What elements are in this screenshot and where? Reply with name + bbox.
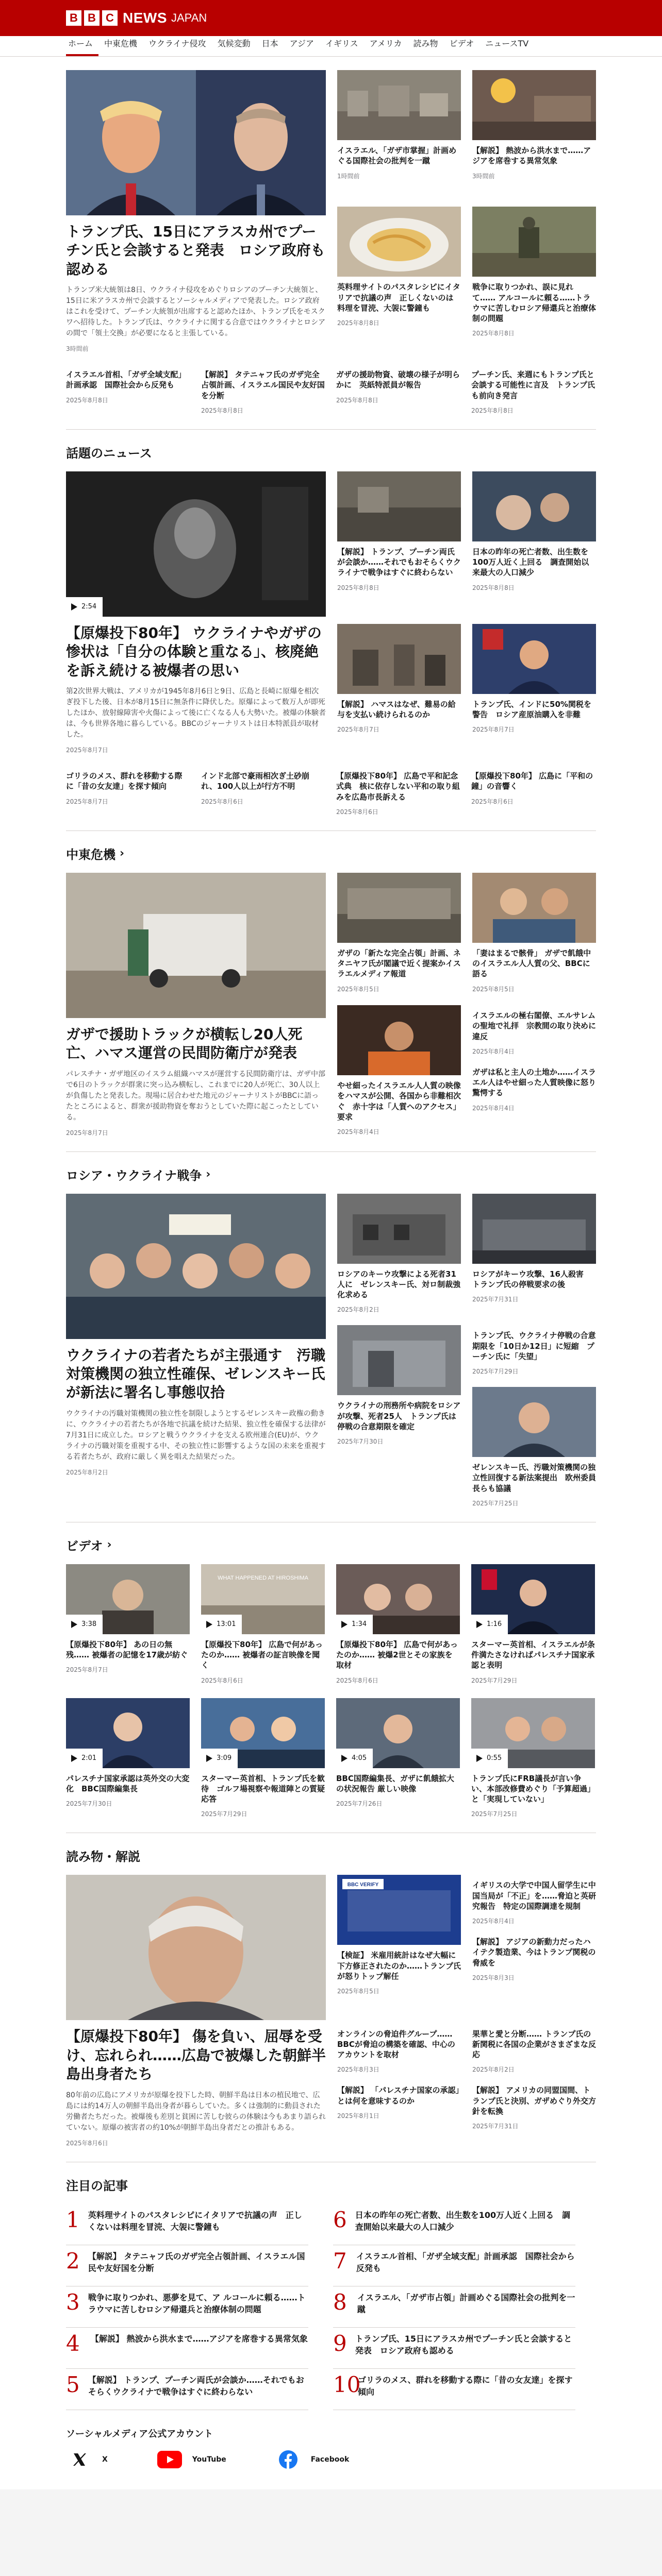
video-duration: 1:34: [352, 1620, 367, 1629]
story-date: 2025年7月29日: [472, 1368, 519, 1376]
story-date: 2025年7月31日: [472, 2123, 519, 2130]
video-headline[interactable]: BBC国際編集長、ガザに飢餓拡大の状況報告 厳しい映像: [336, 1773, 454, 1793]
video-section: [66, 1522, 596, 1834]
story-headline[interactable]: 【解説】 トランプ、プーチン両氏が会談か……それでもおそらくウクライナで戦争はすぐに終わらない: [337, 547, 461, 578]
story-headline[interactable]: 日本の昨年の死亡者数、出生数を100万人近く上回る 調査開始以来最大の人口減少: [472, 547, 589, 578]
play-icon: [206, 1755, 212, 1762]
story-date: 2025年8月7日: [337, 726, 379, 734]
story-image: [337, 873, 461, 943]
story-image: [472, 207, 596, 277]
story-image: [472, 1194, 596, 1264]
most-read-headline[interactable]: 【解説】 タテニャフ氏のガザ完全占領計画、イスラエル国民や友好国を分断: [88, 2251, 305, 2273]
story-date: 2025年8月4日: [337, 1128, 379, 1136]
video-date: 2025年7月29日: [471, 1676, 518, 1684]
story-date: 2025年8月8日: [66, 396, 108, 404]
story-date: 2025年8月8日: [337, 319, 379, 327]
top-story-4[interactable]: [472, 207, 596, 353]
story-date: 2025年8月8日: [201, 406, 243, 414]
nav-uk[interactable]: イギリス: [325, 39, 358, 48]
story-headline[interactable]: イスラエルの極右閣僚、エルサレムの聖地で礼拝 宗教間の取り決めに違反: [472, 1011, 597, 1041]
rank-number: 2: [66, 2248, 80, 2274]
story-image: [472, 624, 596, 694]
features-story[interactable]: [472, 2024, 596, 2147]
video-thumbnail: [66, 1698, 190, 1768]
story-date: 2025年8月2日: [337, 1306, 379, 1314]
ukraine-lead-date: 2025年8月2日: [66, 1468, 108, 1476]
video-play-button[interactable]: [201, 1615, 242, 1634]
ukraine-section: [66, 1152, 596, 1522]
nav-ukraine[interactable]: ウクライナ侵攻: [148, 39, 206, 48]
most-read-headline[interactable]: イスラエル首相、「ガザ全域支配」計画承認 国際社会から反発も: [356, 2251, 575, 2273]
top-lead-headline[interactable]: トランプ氏、15日にアラスカ州でプーチン氏と会談すると発表 ロシア政府も認める: [66, 223, 325, 278]
story-headline[interactable]: ウクライナの刑務所や病院をロシアが攻撃、死者25人 トランプ氏は停戦の合意期限を確定: [337, 1401, 461, 1431]
top-bottom-story[interactable]: [336, 364, 460, 415]
social-section: [66, 2410, 596, 2489]
social-link-youtube[interactable]: [156, 2450, 226, 2469]
rank-number: 4: [66, 2330, 80, 2356]
video-card[interactable]: [336, 1698, 460, 1819]
story-image: [337, 1875, 461, 1945]
play-icon: [71, 1621, 77, 1628]
top-lead-story[interactable]: [66, 70, 326, 353]
features-section: [66, 1833, 596, 2162]
story-headline[interactable]: ロシアがキーウ攻撃、16人殺害 トランプ氏の停戦要求の後: [472, 1269, 591, 1289]
video-headline[interactable]: 【原爆投下80年】 広島で何があったのか…… 被爆者の証言映像を聞く: [201, 1639, 323, 1670]
video-date: 2025年8月6日: [336, 1676, 378, 1684]
features-lead-story[interactable]: [66, 1875, 326, 2147]
topics-text-story[interactable]: [66, 766, 190, 816]
most-read-headline[interactable]: ゴリラのメス、群れを移動する際に「昔の女友達」を探す傾向: [358, 2375, 573, 2397]
mideast-story[interactable]: [472, 1005, 596, 1137]
story-date: 2025年7月25日: [472, 1499, 519, 1507]
chevron-right-icon: ›: [107, 1538, 112, 1551]
ukraine-lead-summary: ウクライナの汚職対策機関の独立性を制限しようとするゼレンスキー政権の動きに、ウクライナの若者たちが各地で抗議を続けた結果、独立性を確保する法律が7月31日に成立した。ロシアと戦うウクライナを支える欧州連合(EU)が、ウクライナの汚職対策を重視する中、その独立性に影響するような国の未来を重視する若者たちが、政府に厳しく異を唱えた結果だった。: [66, 1409, 326, 1461]
story-date: 2025年8月8日: [471, 406, 514, 414]
story-date: 2025年7月31日: [472, 1296, 519, 1303]
story-image: [337, 471, 461, 541]
story-headline[interactable]: ガザは私と主人の土地か……イスラエル人はやせ細った人質映像に怒り驚愕する: [472, 1067, 597, 1098]
story-headline[interactable]: 【解説】 アジアの新動力だったハイテク製造業、今はトランプ関税の脅威を: [472, 1937, 596, 1968]
video-headline[interactable]: パレスチナ国家承認は英外交の大変化 BBC国際編集長: [66, 1773, 190, 1793]
top-lead-image: [66, 70, 326, 215]
video-headline[interactable]: スターマー英首相、イスラエルが条件満たさなければパレスチナ国家承認と表明: [471, 1639, 595, 1670]
most-read-item[interactable]: [333, 2245, 575, 2286]
section-title: ソーシャルメディア公式アカウント: [66, 2428, 213, 2439]
most-read-headline[interactable]: トランプ氏、15日にアラスカ州でプーチン氏と会談すると発表 ロシア政府も認める: [355, 2333, 572, 2355]
story-date: 2025年8月5日: [472, 985, 515, 993]
story-image: [66, 1194, 326, 1339]
topics-lead-date: 2025年8月7日: [66, 747, 108, 754]
rank-number: 5: [66, 2371, 80, 2397]
nav-home[interactable]: ホーム: [66, 37, 98, 56]
story-date: 2025年8月5日: [337, 985, 379, 993]
page-footer: [0, 2489, 662, 2576]
play-icon: [476, 1621, 483, 1628]
topics-story[interactable]: [337, 471, 461, 613]
topics-lead-summary: 第2次世界大戦は、アメリカが1945年8月6日と9日、広島と長崎に原爆を相次ぎ投下した後、日本が8月15日に無条件に降伏した。原爆によって数万人が即死したほか、放射線障害や火傷によって後に亡くなる人も大勢いた。被爆の体験者は、今も世界各地に暮らしている。BBCのジャーナリストは日本特派員が取材した。: [66, 687, 326, 739]
social-link-x[interactable]: [66, 2450, 108, 2469]
topics-text-story[interactable]: [471, 766, 595, 816]
rank-number: 9: [333, 2330, 347, 2356]
logo-letter: C: [102, 10, 118, 26]
nav-features[interactable]: 読み物: [413, 39, 438, 48]
story-headline[interactable]: 戦争に取りつかれ、誤に見れて…… アルコールに頼る……トラウマに苦しむロシア帰還兵と治療体制の問題: [472, 282, 597, 324]
video-headline[interactable]: トランプ氏にFRB議長が言い争い、本部改修費めぐり「予算超過」と「実現していない」: [471, 1773, 595, 1804]
story-date: 2025年8月3日: [472, 1974, 515, 1981]
video-headline[interactable]: 【原爆投下80年】 あの日の無残…… 被爆者の記憶を17歳が紡ぐ: [66, 1639, 188, 1660]
video-thumbnail: [336, 1564, 460, 1634]
story-headline[interactable]: ゴリラのメス、群れを移動する際に「昔の女友達」を探す傾向: [66, 771, 183, 791]
most-read-headline[interactable]: 【解説】 熱波から洪水まで……アジアを席巻する異常気象: [91, 2333, 308, 2344]
features-story[interactable]: [337, 2024, 461, 2147]
story-headline[interactable]: インド北部で豪雨相次ぎ土砂崩れ、100人以上が行方不明: [201, 771, 310, 791]
chevron-right-icon: ›: [120, 846, 125, 860]
story-headline[interactable]: 【解説】 アメリカの同盟国間、トランプ氏と決別、ガザめぐり外交方針を転換: [472, 2086, 597, 2116]
story-headline[interactable]: 【解説】 タテニャフ氏のガザ完全占領計画、イスラエル国民や友好国を分断: [201, 370, 325, 400]
mideast-lead-headline[interactable]: ガザで援助トラックが横転し20人死亡、ハマス運営の民間防衛庁が発表: [66, 1025, 303, 1062]
story-date: 2025年8月4日: [472, 1104, 515, 1112]
story-headline[interactable]: イギリスの大学で中国人留学生に中国当局が「不正」を……脅迫と英研究報告 特定の国際調達を規制: [472, 1880, 597, 1911]
story-date: 2025年8月7日: [66, 798, 108, 805]
video-play-button[interactable]: [201, 1749, 238, 1768]
most-read-item[interactable]: [333, 2286, 575, 2328]
rank-number: 3: [66, 2289, 80, 2315]
video-play-button[interactable]: [66, 597, 103, 617]
video-duration: 2:01: [81, 1754, 97, 1762]
ukraine-story[interactable]: [472, 1325, 596, 1507]
section-title-link[interactable]: ロシア・ウクライナ戦争 ›: [66, 1167, 211, 1183]
video-thumbnail: [66, 1564, 190, 1634]
main-navigation: [0, 36, 662, 57]
youtube-icon: [156, 2450, 183, 2469]
brand-region[interactable]: JAPAN: [171, 11, 207, 24]
story-headline[interactable]: ガザの「新たな完全占領」計画、ネタニヤフ氏が閣議で近く提案かイスラエルメディア報道: [337, 948, 461, 979]
video-duration: 13:01: [217, 1620, 236, 1629]
rank-number: 8: [333, 2289, 347, 2315]
nav-climate[interactable]: 気候変動: [217, 39, 251, 48]
video-duration: 2:54: [81, 603, 97, 611]
story-image: [337, 207, 461, 277]
story-image: [337, 1005, 461, 1075]
story-headline[interactable]: トランプ氏、ウクライナ停戦の合意期限を「10日か12日」に短縮 プーチン氏に「失望」: [472, 1331, 596, 1361]
play-icon: [476, 1755, 483, 1762]
ukraine-story[interactable]: [472, 1194, 596, 1314]
video-headline[interactable]: スターマー英首相、トランプ氏を歓待 ゴルフ場視察や報道陣との質疑応答: [201, 1773, 325, 1804]
story-date: 2025年8月8日: [337, 584, 379, 591]
story-date: 2025年8月6日: [201, 798, 243, 805]
verify-badge: BBC VERIFY: [347, 1882, 379, 1888]
top-story-2[interactable]: [472, 70, 596, 195]
story-date: 2025年8月8日: [336, 396, 378, 404]
chevron-right-icon: ›: [206, 1167, 211, 1181]
video-card[interactable]: [66, 1698, 190, 1819]
story-image: [66, 1875, 326, 2020]
video-thumbnail: [336, 1698, 460, 1768]
video-duration: 3:38: [81, 1620, 97, 1629]
video-date: 2025年7月26日: [336, 1800, 383, 1808]
features-story[interactable]: [472, 1875, 596, 2012]
rank-number: 6: [333, 2207, 347, 2232]
video-card[interactable]: [201, 1564, 325, 1685]
story-headline[interactable]: 【原爆投下80年】 広島で平和記念式典 核に依存しない平和の取り組みを広島市長訴える: [336, 771, 460, 802]
story-headline[interactable]: 英料理サイトのパスタレシピにイタリアで抗議の声 正しくないのは料理を冒涜、大袈に警鐘も: [337, 282, 460, 313]
story-image: [337, 624, 461, 694]
story-headline[interactable]: ロシアのキーウ攻撃による死者31人に ゼレンスキー氏、対ロ制裁強化求める: [337, 1269, 461, 1300]
play-icon: [71, 1755, 77, 1762]
most-read-headline[interactable]: 戦争に取りつかれ、悪夢を見て、ア ルコールに頼る……トラウマに苦しむロシア帰還兵と治療体制の問題: [88, 2292, 306, 2314]
video-play-button[interactable]: [66, 1749, 103, 1768]
story-headline[interactable]: イスラエル、「ガザ市掌握」計画めぐる国際社会の批判を一蹴: [337, 146, 457, 166]
story-date: 2025年8月5日: [337, 1988, 379, 1995]
mideast-lead-date: 2025年8月7日: [66, 1129, 108, 1137]
story-image: [66, 873, 326, 1018]
story-image: [472, 873, 596, 943]
story-headline[interactable]: トランプ氏、インドに50%関税を警告 ロシア産原油購入を非難: [472, 699, 591, 719]
story-headline[interactable]: 「妻はまるで骸骨」 ガザで飢餓中のイスラエル人人質の父、BBCに語る: [472, 948, 591, 979]
video-card[interactable]: [471, 1564, 595, 1685]
story-image: [337, 1194, 461, 1264]
ukraine-lead-headline[interactable]: ウクライナの若者たちが主張通す 汚職対策機関の独立性確保、ゼレンスキー氏が新法に署名し事態収拾: [66, 1346, 326, 1401]
play-icon: [341, 1621, 347, 1628]
ukraine-lead-story[interactable]: [66, 1194, 326, 1507]
logo-letter: B: [66, 10, 81, 26]
video-duration: 1:16: [487, 1620, 502, 1629]
features-story[interactable]: [337, 1875, 461, 2012]
section-title: 注目の記事: [66, 2178, 128, 2193]
features-lead-headline[interactable]: 【原爆投下80年】 傷を負い、屈辱を受け、忘れられ……広島で被爆した朝鮮半島出身者たち: [66, 2028, 326, 2083]
story-date: 2025年8月7日: [472, 726, 515, 734]
section-title: 話題のニュース: [66, 446, 152, 461]
video-card[interactable]: [336, 1564, 460, 1685]
mideast-story[interactable]: [472, 873, 596, 994]
play-icon: [206, 1621, 212, 1628]
story-date: 3時間前: [472, 172, 495, 180]
story-date: 2025年8月4日: [472, 1918, 515, 1925]
most-read-item[interactable]: [66, 2369, 308, 2410]
features-lead-date: 2025年8月6日: [66, 2139, 108, 2147]
most-read-item[interactable]: [66, 2245, 308, 2286]
top-stories: [66, 57, 596, 430]
section-title-link[interactable]: 中東危機 ›: [66, 846, 125, 862]
video-date: 2025年8月7日: [66, 1666, 108, 1674]
video-card[interactable]: [471, 1698, 595, 1819]
social-link-label: Facebook: [310, 2455, 350, 2464]
video-thumbnail: [66, 471, 326, 617]
most-read-item[interactable]: [66, 2328, 308, 2369]
topics-lead-headline[interactable]: 【原爆投下80年】 ウクライナやガザの惨状は「自分の体験と重なる」、核廃絶を訴え続ける被爆者の思い: [66, 624, 322, 679]
story-date: 2025年8月8日: [472, 584, 515, 591]
topics-text-story[interactable]: [201, 766, 325, 816]
most-read-headline[interactable]: 日本の昨年の死亡者数、出生数を100万人近く上回る 調査開始以来最大の人口減少: [355, 2210, 571, 2232]
video-duration: 0:55: [487, 1754, 502, 1762]
most-read-item[interactable]: [66, 2286, 308, 2328]
story-headline[interactable]: やせ細ったイスラエル人人質の映像をハマスが公開、各国から非難相次ぐ 赤十字は「人質へのアクセス」要求: [337, 1081, 461, 1122]
story-headline[interactable]: イスラエル首相、「ガザ全域支配」計画承認 国際社会から反発も: [66, 370, 186, 390]
story-date: 1時間前: [337, 172, 360, 180]
story-headline[interactable]: 【原爆投下80年】 広島に「平和の鐘」の音響く: [471, 771, 593, 791]
top-story-3[interactable]: [337, 207, 461, 353]
story-image: [472, 471, 596, 541]
x-icon: [66, 2450, 93, 2469]
story-date: 2025年8月1日: [337, 2112, 379, 2120]
most-read-headline[interactable]: イスラエル、「ガザ市占領」計画めぐる国際社会の批判を一蹴: [357, 2292, 575, 2314]
mideast-story[interactable]: [337, 1005, 461, 1137]
story-image: [472, 70, 596, 140]
story-headline[interactable]: 【解説】 熱波から洪水まで……アジアを席巻する異常気象: [472, 146, 591, 166]
story-date: 2025年8月8日: [472, 330, 515, 337]
story-headline[interactable]: 【解説】 「パレスチナ国家の承認」とは何を意味するのか: [337, 2086, 459, 2106]
story-date: 2025年8月6日: [471, 798, 514, 805]
story-headline[interactable]: ガザの援助物資、破壊の様子が明らかに 英紙特派員が報告: [336, 370, 460, 390]
story-date: 2025年8月4日: [472, 1047, 515, 1055]
social-links: [66, 2450, 596, 2489]
video-thumbnail: [201, 1698, 325, 1768]
video-date: 2025年7月29日: [201, 1810, 247, 1818]
most-read-headline[interactable]: 【解説】 トランプ、プーチン両氏が会談か……それでもおそらくウクライナで戦争はすぐに終わらない: [88, 2375, 304, 2397]
topics-story[interactable]: [472, 471, 596, 613]
story-headline[interactable]: 【検証】 米雇用統計はなぜ大幅に下方修正されたのか……トランプ氏が怒りトップ解任: [337, 1951, 461, 1981]
mideast-story[interactable]: [337, 873, 461, 994]
social-link-label: YouTube: [192, 2455, 226, 2464]
top-bottom-story[interactable]: [201, 364, 325, 415]
story-headline[interactable]: 果華と愛と分断…… トランプ氏の新関税に各国の企業がさまざまな反応: [472, 2029, 597, 2060]
mideast-lead-summary: パレスチナ・ガザ地区のイスラム組織ハマスが運営する民間防衛庁は、ガザ中部で6日のトラックが群衆に突っ込み横転し、これまでに20人が死亡、30人以上が負傷したと発表した。現場に居合わせた地元のジャーナリストがBBCに語ったところによると、群衆が援助物資を奪おうとしていた際に起こったとしている。: [66, 1070, 326, 1122]
video-play-button[interactable]: [471, 1749, 508, 1768]
nav-video[interactable]: ビデオ: [449, 39, 474, 48]
video-date: 2025年7月25日: [471, 1810, 518, 1818]
video-thumbnail: [471, 1698, 595, 1768]
story-date: 2025年8月6日: [336, 808, 378, 816]
ukraine-story[interactable]: [337, 1325, 461, 1507]
video-date: 2025年8月6日: [201, 1676, 243, 1684]
topics-story[interactable]: [337, 624, 461, 754]
topics-lead-story[interactable]: [66, 471, 326, 754]
ukraine-story[interactable]: [337, 1194, 461, 1314]
mideast-section: [66, 831, 596, 1152]
top-lead-summary: トランプ米大統領は8日、ウクライナ侵攻をめぐりロシアのプーチン大統領と、15日に米アラスカ州で会談するとソーシャルメディアで発表した。ロシア政府はこれを受けて、プーチン大統領が出席すると認めたほか、トランプ氏をモスクワへ招待した。トランプ氏は、ウクライナに関する合意ではウクライナとロシアの間で「領土交換」が必要になると主張している。: [66, 286, 326, 338]
nav-japan[interactable]: 日本: [261, 39, 278, 48]
nav-asia[interactable]: アジア: [289, 39, 314, 48]
section-title: 読み物・解説: [66, 1850, 140, 1865]
video-duration: 3:09: [217, 1754, 232, 1762]
video-duration: 4:05: [352, 1754, 367, 1762]
story-headline[interactable]: オンラインの脅迫件グループ…… BBCが脅迫の構築を確認、中心のアカウントを取材: [337, 2029, 455, 2060]
video-card[interactable]: [66, 1564, 190, 1685]
video-play-button[interactable]: [471, 1615, 508, 1634]
story-date: 2025年7月30日: [337, 1438, 384, 1446]
story-date: 2025年8月3日: [337, 2066, 379, 2074]
most-read-section: [66, 2162, 596, 2410]
video-headline[interactable]: 【原爆投下80年】 広島で何があったのか…… 被爆2世とその家族を取材: [336, 1639, 458, 1670]
video-card[interactable]: [201, 1698, 325, 1819]
story-headline[interactable]: 【解説】 ハマスはなぜ、難易の給与を支払い続けられるのか: [337, 699, 456, 719]
video-play-button[interactable]: [336, 1615, 373, 1634]
video-play-button[interactable]: [66, 1615, 103, 1634]
most-read-item[interactable]: [333, 2328, 575, 2369]
topics-section: [66, 430, 596, 831]
nav-middle-east[interactable]: 中東危機: [104, 39, 138, 48]
story-image: [337, 1325, 461, 1395]
video-thumbnail: [201, 1564, 325, 1634]
rank-number: 10: [333, 2371, 361, 2397]
most-read-item[interactable]: [333, 2369, 575, 2410]
play-icon: [71, 603, 77, 611]
story-image: [337, 70, 461, 140]
top-lead-date: 3時間前: [66, 345, 89, 353]
video-play-button[interactable]: [336, 1749, 373, 1768]
social-link-label: X: [102, 2455, 108, 2464]
story-headline[interactable]: プーチン氏、来週にもトランプ氏と会談する可能性に言及 トランプ氏も前向き発言: [471, 370, 595, 400]
most-read-item[interactable]: [333, 2204, 575, 2245]
topics-text-story[interactable]: [336, 766, 460, 816]
section-title-link[interactable]: ビデオ ›: [66, 1538, 112, 1553]
most-read-headline[interactable]: 英料理サイトのパスタレシピにイタリアで抗議の声 正しくないは料理を冒涜、大袈に警鐘も: [88, 2210, 302, 2232]
most-read-list: [66, 2204, 596, 2410]
top-bottom-story[interactable]: [66, 364, 190, 415]
rank-number: 7: [333, 2248, 347, 2274]
nav-news-tv[interactable]: ニュースTV: [485, 39, 529, 48]
story-image: [472, 1387, 596, 1457]
features-lead-summary: 80年前の広島にアメリカが原爆を投下した時、朝鮮半島は日本の植民地で、広島には約14万人の朝鮮半島出身者が暮らしていた。多くは強制的に動員された労働者たちだった。被爆後も差別と貧困に苦しむ彼らの体験は今もあまり語られていない。原爆の被害者の約10%が朝鮮半島出身者だとの推計もある。: [66, 2091, 326, 2132]
social-link-facebook[interactable]: [275, 2450, 350, 2469]
most-read-item[interactable]: [66, 2204, 308, 2245]
mideast-lead-story[interactable]: [66, 873, 326, 1137]
play-icon: [341, 1755, 347, 1762]
bbc-logo[interactable]: [66, 10, 118, 26]
video-thumbnail: [471, 1564, 595, 1634]
story-date: 2025年8月2日: [472, 2066, 515, 2074]
rank-number: 1: [66, 2207, 80, 2232]
logo-letter: B: [84, 10, 100, 26]
video-date: 2025年7月30日: [66, 1800, 112, 1808]
brand-news[interactable]: NEWS: [123, 10, 167, 26]
topics-story[interactable]: [472, 624, 596, 754]
story-headline[interactable]: ゼレンスキー氏、汚職対策機関の独立性回復する新法案提出 欧州委員長らも協議: [472, 1463, 597, 1493]
nav-us[interactable]: アメリカ: [369, 39, 402, 48]
top-story-1[interactable]: [337, 70, 461, 195]
video-thumbnail-caption: WHAT HAPPENED AT HIROSHIMA: [218, 1574, 308, 1581]
masthead: [0, 0, 662, 36]
top-bottom-story[interactable]: [471, 364, 595, 415]
facebook-icon: [275, 2450, 302, 2469]
